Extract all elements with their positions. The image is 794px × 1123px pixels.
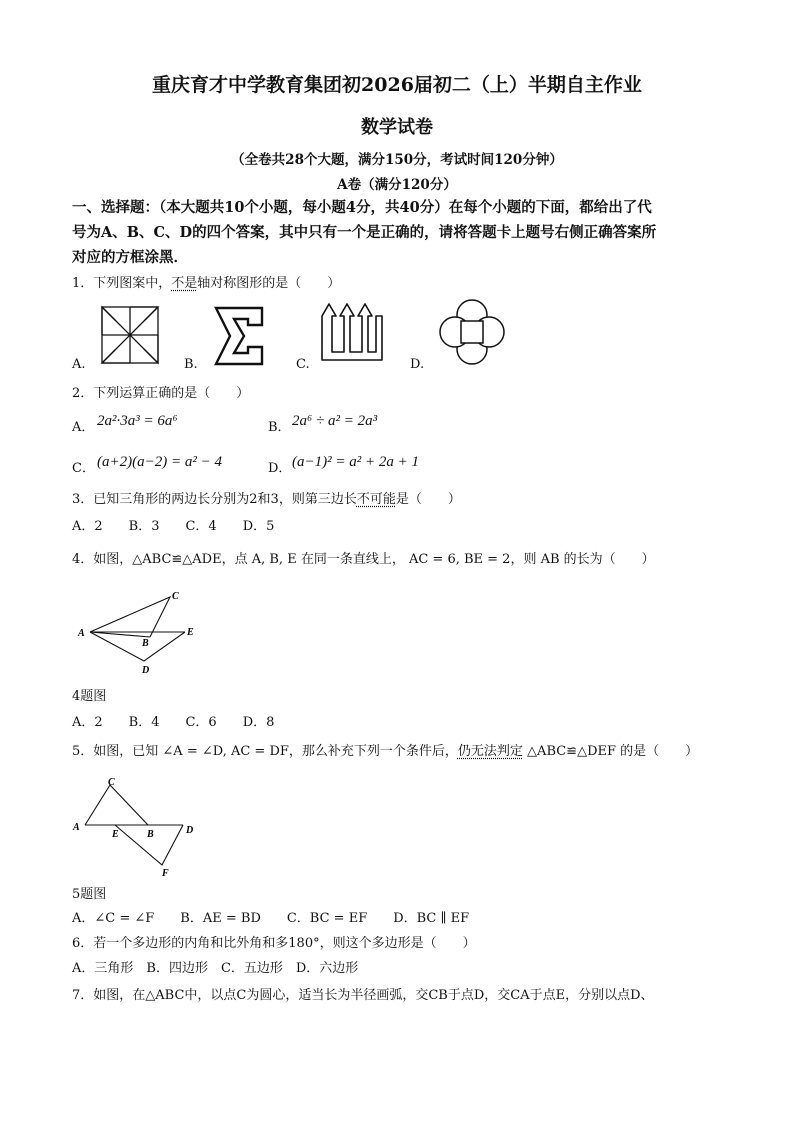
question-1-stem: 1．下列图案中，不是轴对称图形的是（ ）: [72, 276, 341, 291]
q4-point-c: C: [172, 591, 179, 602]
q2-option-a: 2a²·3a³ = 6a⁶: [97, 413, 178, 429]
q2-option-b: 2a⁶ ÷ a² = 2a³: [292, 413, 378, 429]
q5-options: A．∠C = ∠F B．AE = BD C．BC = EF D．BC ∥ EF: [72, 911, 470, 926]
q2-option-c-label: C．: [72, 461, 95, 476]
question-4-stem: 4．如图，△ABC≌△ADE，点 A, B, E 在同一条直线上， AC = 6, BE = 2，则 AB 的长为（ ）: [72, 552, 655, 567]
question-5-stem: 5．如图，已知 ∠A = ∠D, AC = DF，那么补充下列一个条件后，仍无法判定 △ABC≌△DEF 的是（ ）: [72, 744, 699, 759]
four-circles-figure: [437, 298, 507, 366]
question-3-stem: 3．已知三角形的两边长分别为2和3，则第三边长不可能是（ ）: [72, 492, 461, 507]
q4-figure-caption: 4题图: [72, 689, 107, 704]
q4-point-d: D: [142, 665, 150, 676]
section-a-heading: A卷（满分120分）: [337, 177, 457, 193]
q2-option-a-label: A．: [72, 420, 95, 435]
trident-figure: [320, 302, 385, 364]
exam-info: （全卷共28个大题，满分150分，考试时间120分钟）: [231, 152, 563, 168]
q1-option-b: B.: [184, 357, 198, 372]
q1-option-a: A.: [72, 357, 86, 372]
q2-option-b-label: B．: [268, 420, 291, 435]
q4-point-e: E: [187, 627, 194, 638]
q1-option-d: D.: [410, 357, 425, 372]
q5-point-e: E: [112, 829, 119, 840]
q5-triangle-figure: [70, 775, 200, 880]
q1-option-c: C.: [296, 357, 310, 372]
q4-options: A．2 B．4 C．6 D．8: [72, 715, 275, 730]
pinwheel-figure: [100, 305, 160, 365]
question-6-stem: 6．若一个多边形的内角和比外角和多180°，则这个多边形是（ ）: [72, 936, 476, 951]
q5-point-f: F: [162, 868, 169, 879]
question-2-stem: 2．下列运算正确的是（ ）: [72, 386, 250, 401]
instruction-line-2: 号为A、B、C、D的四个答案，其中只有一个是正确的，请将答题卡上题号右侧正确答案所: [72, 224, 657, 241]
q6-options: A．三角形 B．四边形 C．五边形 D．六边形: [72, 961, 359, 976]
page-subtitle: 数学试卷: [361, 117, 433, 138]
q5-point-c: C: [108, 777, 115, 788]
instruction-line-1: 一、选择题：（本大题共10个小题，每小题4分，共40分）在每个小题的下面，都给出了代: [72, 199, 652, 216]
q4-point-b: B: [142, 638, 149, 649]
instruction-line-3: 对应的方框涂黑．: [72, 249, 188, 266]
q5-point-b: B: [147, 829, 154, 840]
q5-point-d: D: [186, 825, 194, 836]
q2-option-d: (a−1)² = a² + 2a + 1: [292, 454, 419, 470]
q4-point-a: A: [78, 628, 85, 639]
sigma-figure: [212, 305, 267, 367]
question-7-stem: 7．如图，在△ABC中，以点C为圆心，适当长为半径画弧，交CB于点D，交CA于点E，分别以点D、: [72, 988, 654, 1003]
q5-point-a: A: [73, 822, 80, 833]
q2-option-d-label: D．: [268, 461, 292, 476]
q3-options: A．2 B．3 C．4 D．5: [72, 519, 275, 534]
page-title: 重庆育才中学教育集团初2026届初二（上）半期自主作业: [152, 74, 642, 96]
q4-triangle-figure: [72, 585, 212, 680]
q5-figure-caption: 5题图: [72, 887, 107, 902]
q2-option-c: (a+2)(a−2) = a² − 4: [97, 454, 222, 470]
